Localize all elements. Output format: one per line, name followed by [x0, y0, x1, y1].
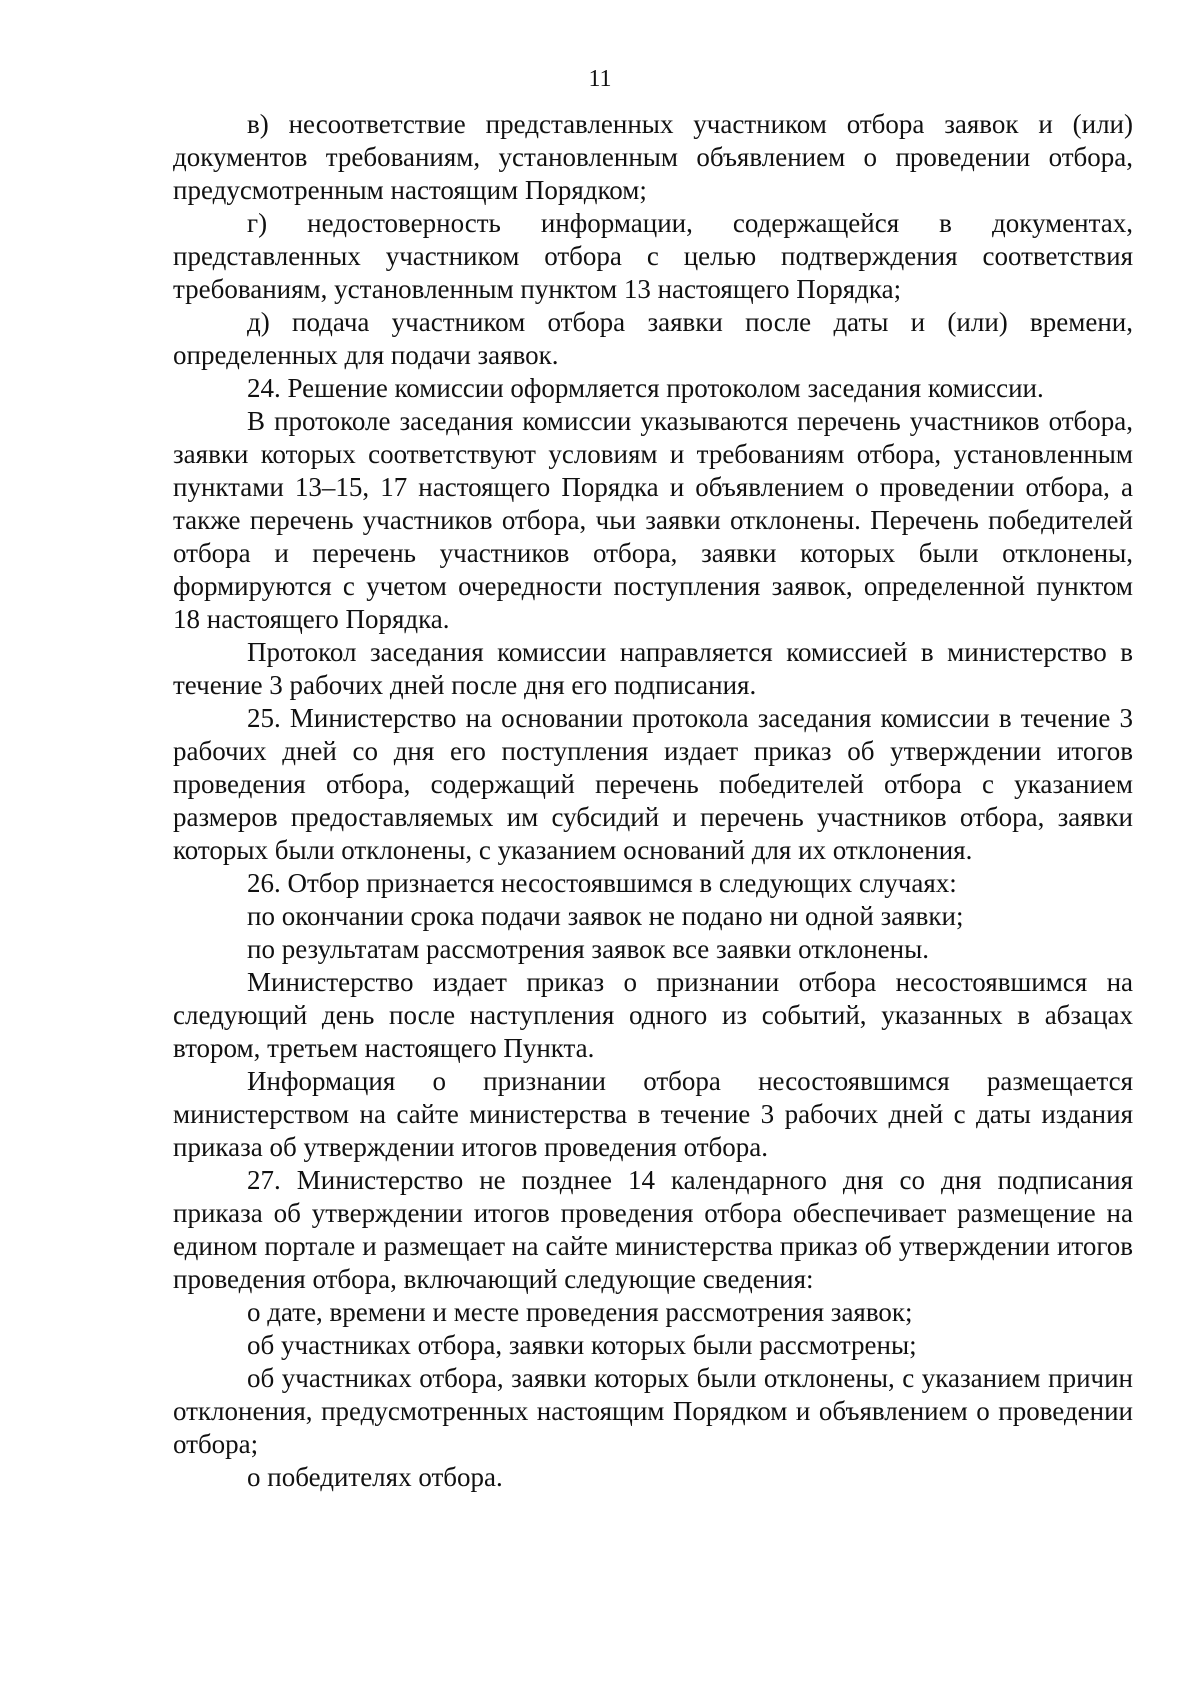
paragraph-24-protocol-sent: Протокол заседания комиссии направляется комиссией в министерство в течение 3 рабочих дней после дня его подписания.: [173, 637, 1133, 700]
paragraph-27-item-2: об участниках отбора, заявки которых были рассмотрены;: [247, 1330, 917, 1360]
page-number: 11: [588, 66, 612, 92]
paragraph-26: 26. Отбор признается несостоявшимся в следующих случаях:: [247, 868, 957, 898]
paragraph-23d: д) подача участником отбора заявки после даты и (или) времени, определенных для подачи заявок.: [173, 307, 1133, 370]
paragraph-27: 27. Министерство не позднее 14 календарного дня со дня подписания приказа об утверждении итогов проведения отбора обеспечивает размещение на едином портале и размещает на сайте министерства приказ об утверждении итогов проведения отбора, включающий следующие сведения:: [173, 1165, 1133, 1294]
paragraph-27-item-3: об участниках отбора, заявки которых были отклонены, с указанием причин отклонения, предусмотренных настоящим Порядком и объявлением о проведении отбора;: [173, 1363, 1133, 1459]
paragraph-26-case-1: по окончании срока подачи заявок не подано ни одной заявки;: [247, 901, 964, 931]
paragraph-26-order: Министерство издает приказ о признании отбора несостоявшимся на следующий день после наступления одного из событий, указанных в абзацах втором, третьем настоящего Пункта.: [173, 967, 1133, 1063]
paragraph-26-information: Информация о признании отбора несостоявшимся размещается министерством на сайте министерства в течение 3 рабочих дней с даты издания приказа об утверждении итогов проведения отбора.: [173, 1066, 1133, 1162]
paragraph-25: 25. Министерство на основании протокола заседания комиссии в течение 3 рабочих дней со дня его поступления издает приказ об утверждении итогов проведения отбора, содержащий перечень победителей отбора с указанием размеров предоставляемых им субсидий и перечень участников отбора, заявки которых были отклонены, с указанием оснований для их отклонения.: [173, 703, 1133, 865]
paragraph-24-protocol-content: В протоколе заседания комиссии указываются перечень участников отбора, заявки которых соответствуют условиям и требованиям отбора, установленным пунктами 13–15, 17 настоящего Порядка и объявлением о проведении отбора, а также перечень участников отбора, чьи заявки отклонены. Перечень победителей отбора и перечень участников отбора, заявки которых были отклонены, формируются с учетом очередности поступления заявок, определенной пунктом 18 настоящего Порядка.: [173, 406, 1133, 634]
paragraph-27-item-4: о победителях отбора.: [247, 1462, 503, 1492]
paragraph-26-case-2: по результатам рассмотрения заявок все заявки отклонены.: [247, 934, 929, 964]
paragraph-27-item-1: о дате, времени и месте проведения рассмотрения заявок;: [247, 1297, 913, 1327]
document-body: [173, 108, 1133, 1494]
paragraph-23v: в) несоответствие представленных участником отбора заявок и (или) документов требованиям, установленным объявлением о проведении отбора, предусмотренным настоящим Порядком;: [173, 109, 1133, 205]
paragraph-23g: г) недостоверность информации, содержащейся в документах, представленных участником отбора с целью подтверждения соответствия требованиям, установленным пунктом 13 настоящего Порядка;: [173, 208, 1133, 304]
paragraph-24: 24. Решение комиссии оформляется протоколом заседания комиссии.: [247, 373, 1044, 403]
